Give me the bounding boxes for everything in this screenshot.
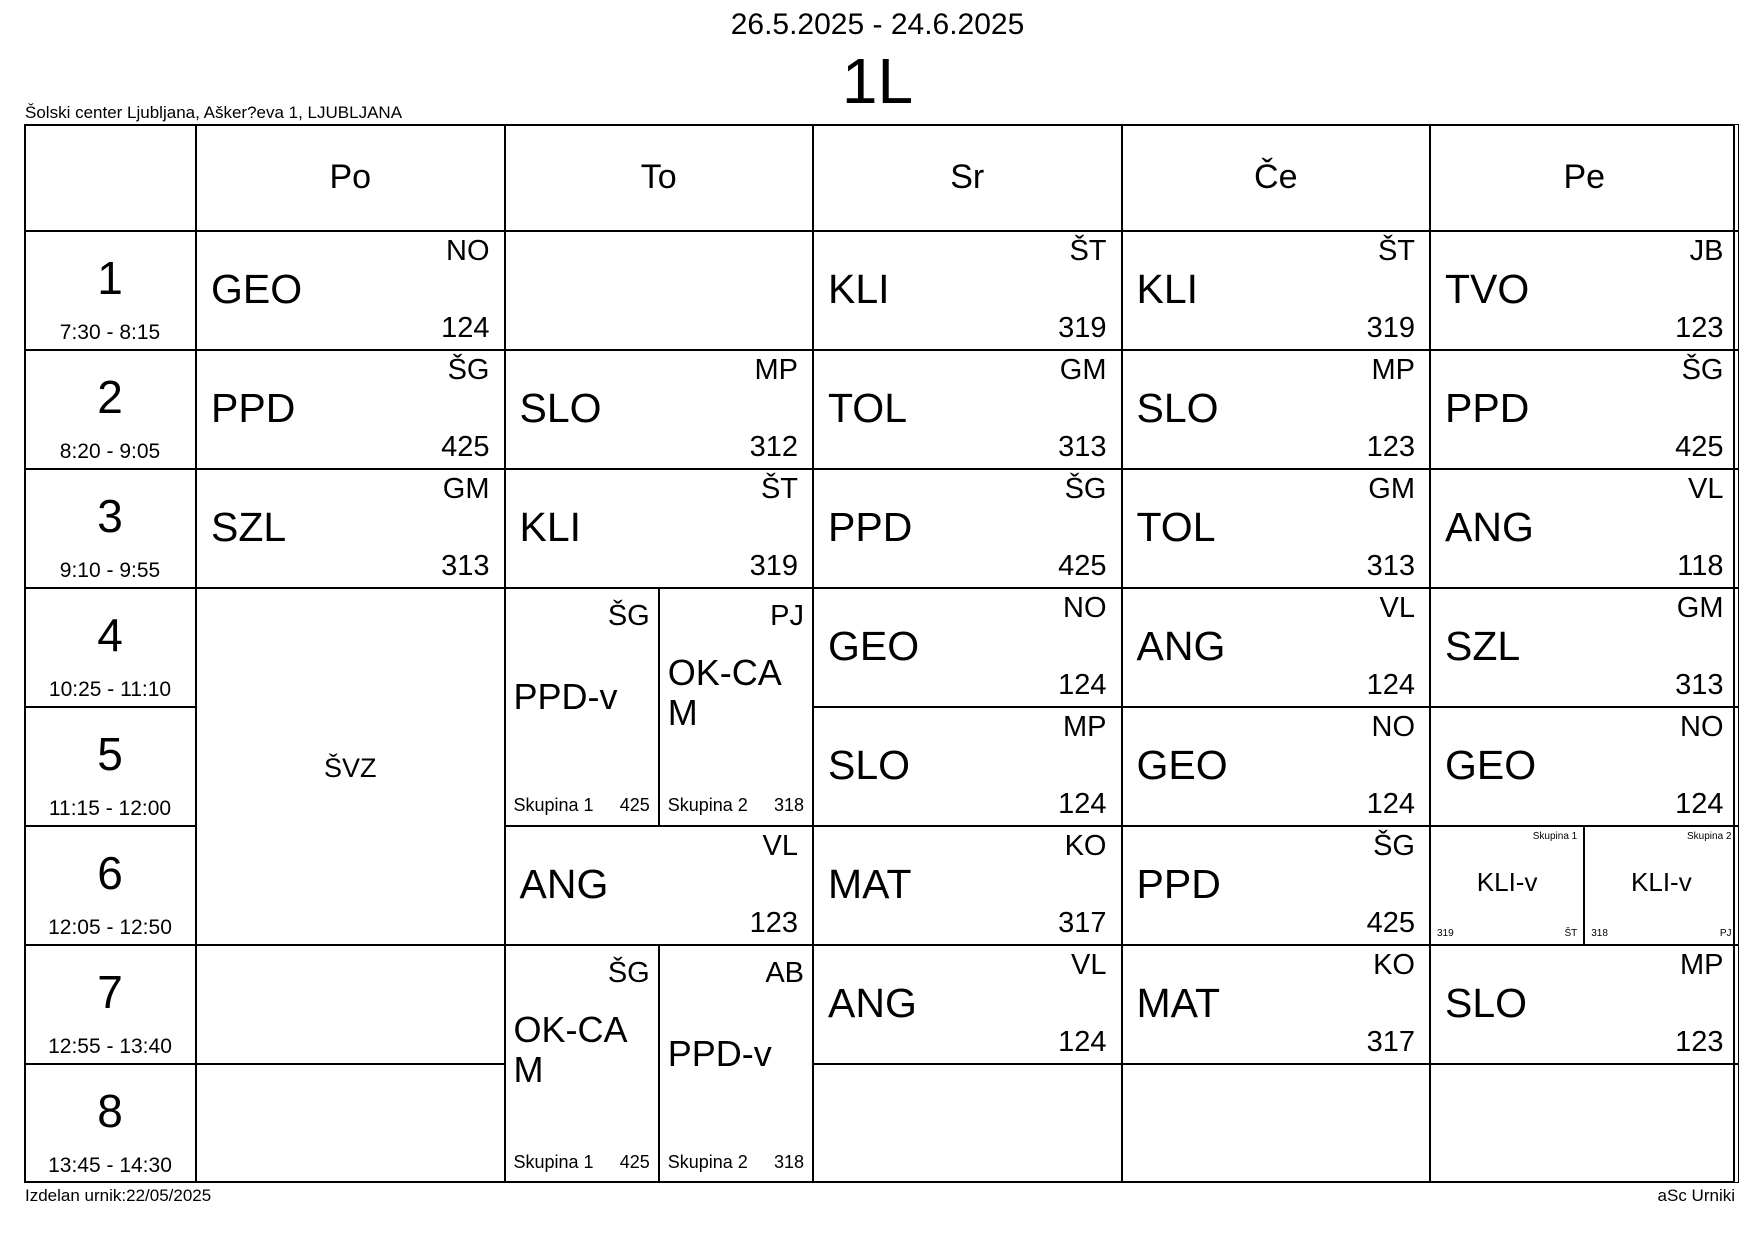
lesson-teacher: MP: [1063, 711, 1107, 743]
lesson-teacher: ŠG: [1681, 354, 1724, 386]
period-time: 8:20 - 9:05: [59, 440, 161, 463]
lesson-room: 124: [1058, 669, 1107, 701]
lesson-cell: [1122, 945, 1431, 1064]
lesson-room: 123: [1675, 1026, 1724, 1058]
lesson-teacher: GM: [1059, 354, 1107, 386]
lesson-room: 319: [1437, 928, 1454, 939]
date-range: 26.5.2025 - 24.6.2025: [730, 8, 1025, 41]
lesson-cell: [1430, 707, 1739, 826]
lesson-room: 425: [619, 1152, 650, 1172]
empty-cell: [1122, 1064, 1431, 1183]
period-cell: [24, 826, 196, 945]
lesson-room: 123: [749, 907, 798, 939]
lesson-room: 124: [1675, 788, 1724, 820]
vendor-name: aSc Urniki: [1657, 1186, 1735, 1205]
lesson-subject: TOL: [828, 385, 907, 431]
split-lesson-cell: [505, 588, 659, 826]
lesson-subject: TOL: [1136, 504, 1216, 550]
period-time: 12:55 - 13:40: [48, 1035, 172, 1058]
period-number: 3: [97, 490, 123, 542]
lesson-subject: GEO: [828, 623, 920, 669]
period-cell: [24, 1064, 196, 1183]
lesson-cell: [813, 826, 1122, 945]
lesson-teacher: NO: [446, 235, 490, 267]
period-number: 7: [97, 966, 123, 1018]
lesson-teacher: ŠG: [1373, 830, 1415, 862]
lesson-room: 124: [1058, 788, 1107, 820]
lesson-subject: ANG: [1445, 504, 1534, 550]
lesson-subject: ŠVZ: [323, 753, 377, 783]
lesson-teacher: PJ: [1719, 928, 1732, 939]
lesson-room: 318: [1591, 928, 1608, 939]
lesson-room: 318: [773, 1152, 804, 1172]
lesson-teacher: MP: [1371, 354, 1415, 386]
empty-cell: [813, 1064, 1122, 1183]
created-date: Izdelan urnik:22/05/2025: [25, 1186, 212, 1205]
lesson-cell: [1122, 707, 1431, 826]
lesson-room: 319: [1366, 312, 1415, 344]
lesson-teacher: VL: [1379, 592, 1415, 624]
lesson-subject: MAT: [1136, 980, 1221, 1026]
lesson-group: Skupina 2: [667, 1152, 748, 1172]
period-number: 5: [97, 728, 123, 780]
lesson-teacher: VL: [762, 830, 798, 862]
lesson-teacher: GM: [442, 473, 490, 505]
lesson-room: 313: [1366, 550, 1415, 582]
lesson-subject: PPD: [211, 385, 296, 431]
lesson-cell: [1122, 350, 1431, 469]
lesson-cell: [1430, 588, 1739, 707]
lesson-teacher: GM: [1676, 592, 1724, 624]
lesson-subject: MAT: [828, 861, 912, 907]
lesson-subject: ANG: [519, 861, 609, 907]
lesson-teacher: PJ: [770, 600, 804, 632]
lesson-subject: PPD: [1445, 385, 1530, 431]
split-lesson-cell: [1430, 826, 1584, 945]
lesson-cell: [813, 469, 1122, 588]
lesson-room: 312: [749, 431, 798, 463]
lesson-cell: [813, 945, 1122, 1064]
day-header: Pe: [1430, 124, 1739, 231]
school-name: Šolski center Ljubljana, Ašker?eva 1, LJUBLJANA: [25, 103, 403, 122]
lesson-subject: KLI-v: [1476, 867, 1538, 897]
period-cell: [24, 231, 196, 350]
lesson-group: Skupina 2: [1687, 831, 1732, 842]
lesson-group: Skupina 2: [667, 795, 748, 815]
lesson-subject: SLO: [828, 742, 911, 788]
day-header: Če: [1122, 124, 1431, 231]
lesson-teacher: ŠG: [1064, 473, 1107, 505]
period-cell: [24, 350, 196, 469]
lesson-room: 313: [1058, 431, 1107, 463]
lesson-teacher: JB: [1689, 235, 1724, 267]
lesson-room: 124: [1058, 1026, 1107, 1058]
lesson-cell: [196, 350, 505, 469]
lesson-cell: [1122, 469, 1431, 588]
lesson-cell: [813, 231, 1122, 350]
lesson-room: 123: [1675, 312, 1724, 344]
lesson-subject: SZL: [211, 504, 287, 550]
lesson-room: 425: [619, 795, 650, 815]
empty-cell: [1430, 1064, 1739, 1183]
lesson-cell: [1430, 469, 1739, 588]
empty-cell: [196, 945, 505, 1064]
lesson-cell: [813, 350, 1122, 469]
empty-cell: [505, 231, 814, 350]
lesson-group: Skupina 1: [513, 795, 594, 815]
lesson-cell: [505, 350, 814, 469]
lesson-cell: [813, 707, 1122, 826]
lesson-subject: PPD: [1136, 861, 1221, 907]
lesson-teacher: VL: [1071, 949, 1107, 981]
split-lesson-cell: [659, 945, 813, 1183]
lesson-room: 425: [1366, 907, 1415, 939]
lesson-teacher: MP: [1680, 949, 1724, 981]
lesson-room: 319: [749, 550, 798, 582]
activity-block: [196, 588, 505, 945]
lesson-cell: [1122, 588, 1431, 707]
lesson-subject: TVO: [1445, 266, 1530, 312]
lesson-teacher: GM: [1368, 473, 1415, 505]
lesson-room: 425: [1675, 431, 1724, 463]
lesson-subject: OK-CA M: [513, 1009, 628, 1090]
period-number: 2: [97, 371, 123, 423]
period-cell: [24, 469, 196, 588]
lesson-room: 319: [1058, 312, 1107, 344]
lesson-cell: [813, 588, 1122, 707]
lesson-subject: PPD-v: [513, 676, 618, 717]
lesson-subject: PPD: [828, 504, 913, 550]
period-number: 1: [97, 252, 123, 304]
lesson-subject: GEO: [1136, 742, 1228, 788]
day-header: Po: [196, 124, 505, 231]
empty-cell: [196, 1064, 505, 1183]
lesson-subject: KLI-v: [1631, 867, 1692, 897]
period-time: 11:15 - 12:00: [48, 797, 172, 820]
lesson-room: 317: [1058, 907, 1107, 939]
class-title: 1L: [841, 45, 914, 117]
lesson-cell: [1430, 945, 1739, 1064]
period-time: 12:05 - 12:50: [48, 916, 172, 939]
lesson-teacher: VL: [1688, 473, 1724, 505]
lesson-cell: [1430, 350, 1739, 469]
lesson-room: 425: [441, 431, 490, 463]
lesson-subject: GEO: [1445, 742, 1537, 788]
lesson-room: 124: [1366, 788, 1415, 820]
lesson-room: 124: [441, 312, 490, 344]
split-lesson-cell: [505, 945, 659, 1183]
period-cell: [24, 707, 196, 826]
lesson-cell: [196, 469, 505, 588]
lesson-subject: KLI: [828, 266, 890, 312]
period-number: 4: [97, 609, 123, 661]
period-number: 8: [97, 1085, 123, 1137]
lesson-room: 313: [441, 550, 490, 582]
lesson-cell: [1122, 826, 1431, 945]
lesson-teacher: KO: [1373, 949, 1415, 981]
day-header: Sr: [813, 124, 1122, 231]
lesson-teacher: NO: [1371, 711, 1415, 743]
lesson-teacher: ŠG: [447, 354, 490, 386]
lesson-subject: OK-CA M: [667, 652, 782, 733]
lesson-cell: [505, 469, 814, 588]
lesson-teacher: ŠT: [1564, 928, 1578, 939]
period-time: 10:25 - 11:10: [48, 678, 172, 701]
lesson-subject: GEO: [211, 266, 303, 312]
lesson-subject: ANG: [828, 980, 917, 1026]
lesson-teacher: MP: [754, 354, 798, 386]
lesson-subject: SZL: [1445, 623, 1521, 669]
period-number: 6: [97, 847, 123, 899]
lesson-group: Skupina 1: [513, 1152, 594, 1172]
lesson-room: 318: [773, 795, 804, 815]
lesson-teacher: ŠT: [760, 473, 798, 505]
lesson-subject: SLO: [1136, 385, 1219, 431]
period-time: 13:45 - 14:30: [48, 1154, 172, 1177]
lesson-room: 425: [1058, 550, 1107, 582]
lesson-teacher: ŠG: [607, 957, 650, 989]
lesson-room: 313: [1675, 669, 1724, 701]
lesson-teacher: AB: [765, 957, 804, 989]
day-header: To: [505, 124, 814, 231]
lesson-teacher: NO: [1680, 711, 1724, 743]
lesson-subject: SLO: [1445, 980, 1528, 1026]
lesson-teacher: NO: [1063, 592, 1107, 624]
split-lesson-cell: [1584, 826, 1738, 945]
lesson-cell: [1430, 231, 1739, 350]
lesson-subject: KLI: [519, 504, 582, 550]
lesson-room: 124: [1366, 669, 1415, 701]
lesson-teacher: ŠT: [1377, 235, 1415, 267]
lesson-room: 317: [1366, 1026, 1415, 1058]
lesson-subject: ANG: [1136, 623, 1226, 669]
period-cell: [24, 588, 196, 707]
period-time: 9:10 - 9:55: [59, 559, 161, 582]
lesson-cell: [196, 231, 505, 350]
lesson-teacher: ŠT: [1069, 235, 1107, 267]
split-lesson-cell: [659, 588, 813, 826]
lesson-group: Skupina 1: [1532, 831, 1578, 842]
lesson-teacher: ŠG: [607, 600, 650, 632]
lesson-teacher: KO: [1064, 830, 1107, 862]
lesson-subject: SLO: [519, 385, 602, 431]
lesson-cell: [1122, 231, 1431, 350]
lesson-cell: [505, 826, 814, 945]
lesson-subject: PPD-v: [667, 1033, 772, 1074]
period-time: 7:30 - 8:15: [59, 321, 161, 344]
lesson-room: 123: [1366, 431, 1415, 463]
period-cell: [24, 945, 196, 1064]
lesson-subject: KLI: [1136, 266, 1199, 312]
corner-cell: [24, 124, 196, 231]
lesson-room: 118: [1677, 550, 1724, 582]
